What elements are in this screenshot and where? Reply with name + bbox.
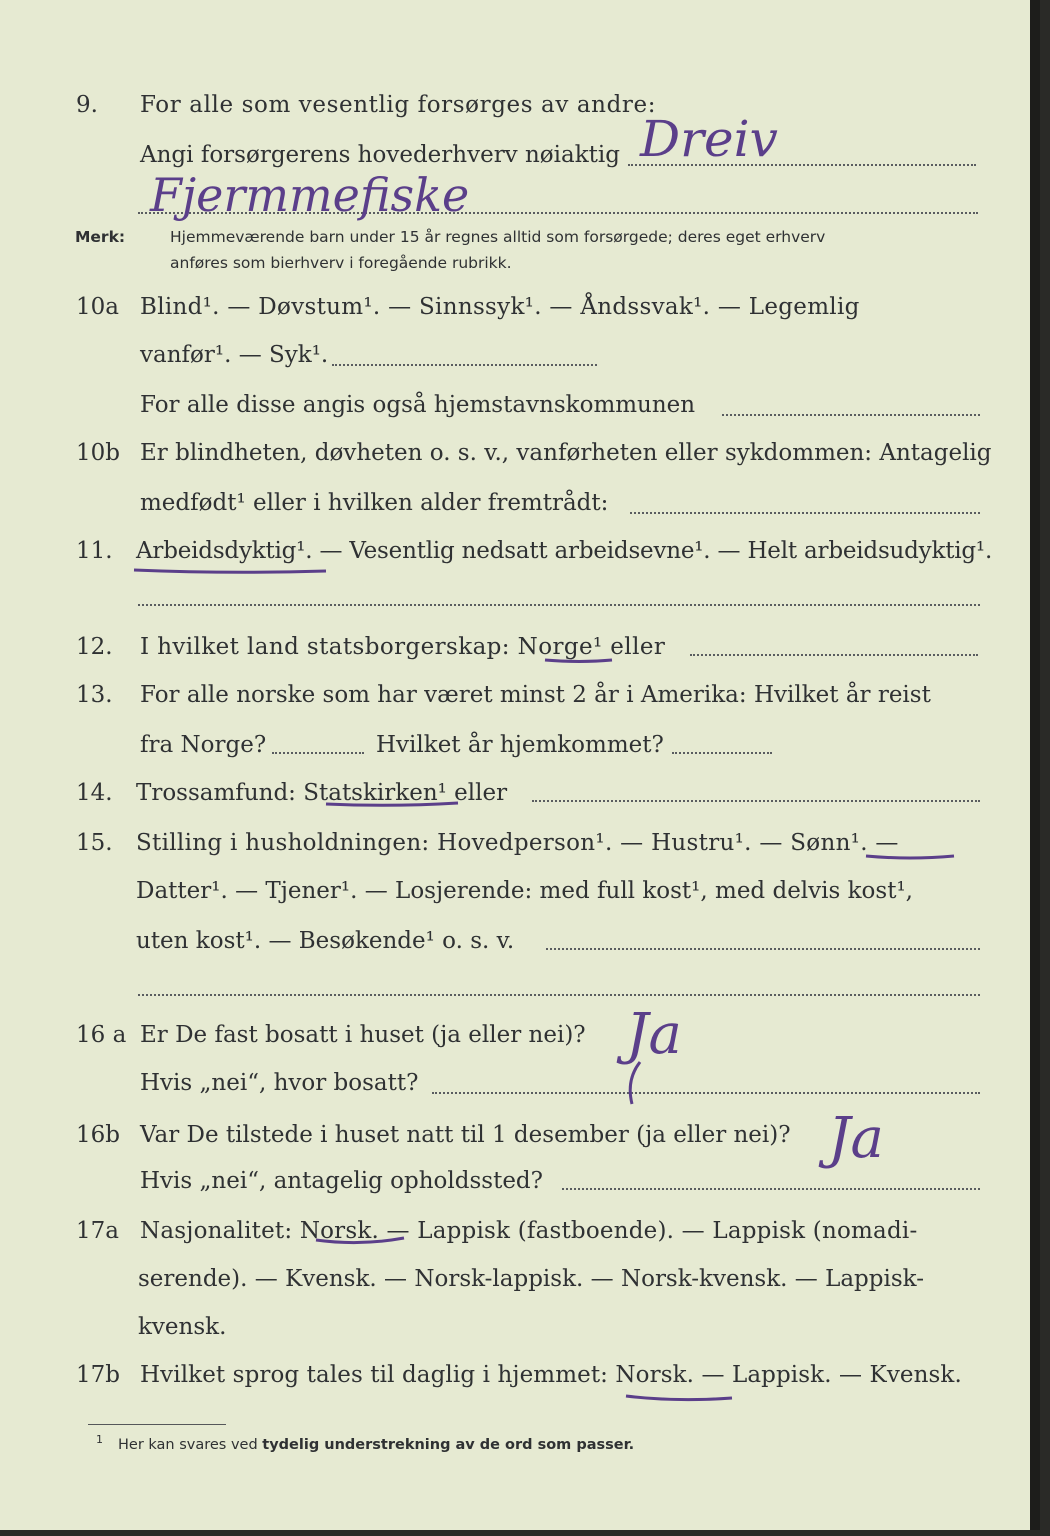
tail-16a (630, 1062, 640, 1104)
q11-number: 11. (76, 538, 113, 564)
q10a-line1: Blind¹. — Døvstum¹. — Sinnssyk¹. — Åndssvak¹. — Legemlig (140, 294, 860, 320)
q13-number: 13. (76, 682, 113, 708)
q10a-line3: For alle disse angis også hjemstavnskommunen (140, 392, 696, 418)
q9-handwritten-answer-part1: Dreiv (640, 110, 778, 168)
q10b-number: 10b (76, 440, 120, 466)
q9-number: 9. (76, 92, 98, 118)
q17b-number: 17b (76, 1362, 120, 1388)
footnote-plain-text: Her kan svares ved (118, 1437, 263, 1453)
underline-sonn (866, 856, 954, 858)
q12-line1: I hvilket land statsborgerskap: Norge¹ eller (140, 634, 666, 660)
q16a-handwritten-answer: Ja (626, 1002, 682, 1067)
underline-norsk-17a (316, 1238, 404, 1243)
merk-line1: Hjemmeværende barn under 15 år regnes alltid som forsørgede; deres eget erhverv (170, 228, 826, 246)
q17a-number: 17a (76, 1218, 119, 1244)
q13-line2b: Hvilket år hjemkommet? (376, 732, 664, 758)
underline-norsk-17b (626, 1396, 732, 1400)
q17a-line2: serende). — Kvensk. — Norsk-lappisk. — Norsk-kvensk. — Lappisk- (138, 1266, 924, 1292)
q15-line3: uten kost¹. — Besøkende¹ o. s. v. (136, 928, 515, 954)
underline-arbeidsdyktig (134, 570, 326, 572)
q16b-handwritten-answer: Ja (828, 1106, 884, 1171)
q15-line2: Datter¹. — Tjener¹. — Losjerende: med full kost¹, med delvis kost¹, (136, 878, 913, 904)
q13-line1: For alle norske som har været minst 2 år i Amerika: Hvilket år reist (140, 682, 931, 708)
merk-label: Merk: (75, 228, 126, 246)
footnote-bold-text: tydelig understrekning av de ord som passer. (262, 1437, 635, 1453)
q13-line2a: fra Norge? (140, 732, 267, 758)
q14-number: 14. (76, 780, 113, 806)
q10b-line1: Er blindheten, døvheten o. s. v., vanførheten eller sykdommen: Antagelig (140, 440, 992, 466)
q16a-line1: Er De fast bosatt i huset (ja eller nei)? (140, 1022, 586, 1048)
q10b-line2: medfødt¹ eller i hvilken alder fremtrådt: (140, 490, 609, 516)
q16a-line2: Hvis „nei“, hvor bosatt? (140, 1070, 419, 1096)
q9-line1: For alle som vesentlig forsørges av andre: (140, 92, 657, 118)
q9-handwritten-answer-part2: Fjermmefiske (150, 168, 470, 222)
q15-number: 15. (76, 830, 113, 856)
q16b-number: 16b (76, 1122, 120, 1148)
q16a-number: 16 a (76, 1022, 127, 1048)
q10a-line2: vanfør¹. — Syk¹. (140, 342, 329, 368)
q15-line1: Stilling i husholdningen: Hovedperson¹. — Hustru¹. — Sønn¹. — (136, 830, 899, 856)
q17b-line1: Hvilket sprog tales til daglig i hjemmet: Norsk. — Lappisk. — Kvensk. (140, 1362, 962, 1388)
q12-number: 12. (76, 634, 113, 660)
q16b-line2: Hvis „nei“, antagelig opholdssted? (140, 1168, 543, 1194)
merk-line2: anføres som bierhverv i foregående rubrikk. (170, 254, 512, 272)
q16b-line1: Var De tilstede i huset natt til 1 desember (ja eller nei)? (140, 1122, 791, 1148)
underline-statskirken (326, 803, 458, 805)
q14-line1: Trossamfund: Statskirken¹ eller (136, 780, 508, 806)
footnote-marker: 1 (96, 1433, 103, 1446)
q10a-number: 10a (76, 294, 119, 320)
q9-line2: Angi forsørgerens hovederhverv nøiaktig (140, 142, 620, 168)
q17a-line3: kvensk. (138, 1314, 227, 1340)
q17a-line1: Nasjonalitet: Norsk. — Lappisk (fastboende). — Lappisk (nomadi- (140, 1218, 918, 1244)
q11-line1: Arbeidsdyktig¹. — Vesentlig nedsatt arbeidsevne¹. — Helt arbeidsudyktig¹. (136, 538, 993, 564)
underline-norge (545, 660, 612, 662)
